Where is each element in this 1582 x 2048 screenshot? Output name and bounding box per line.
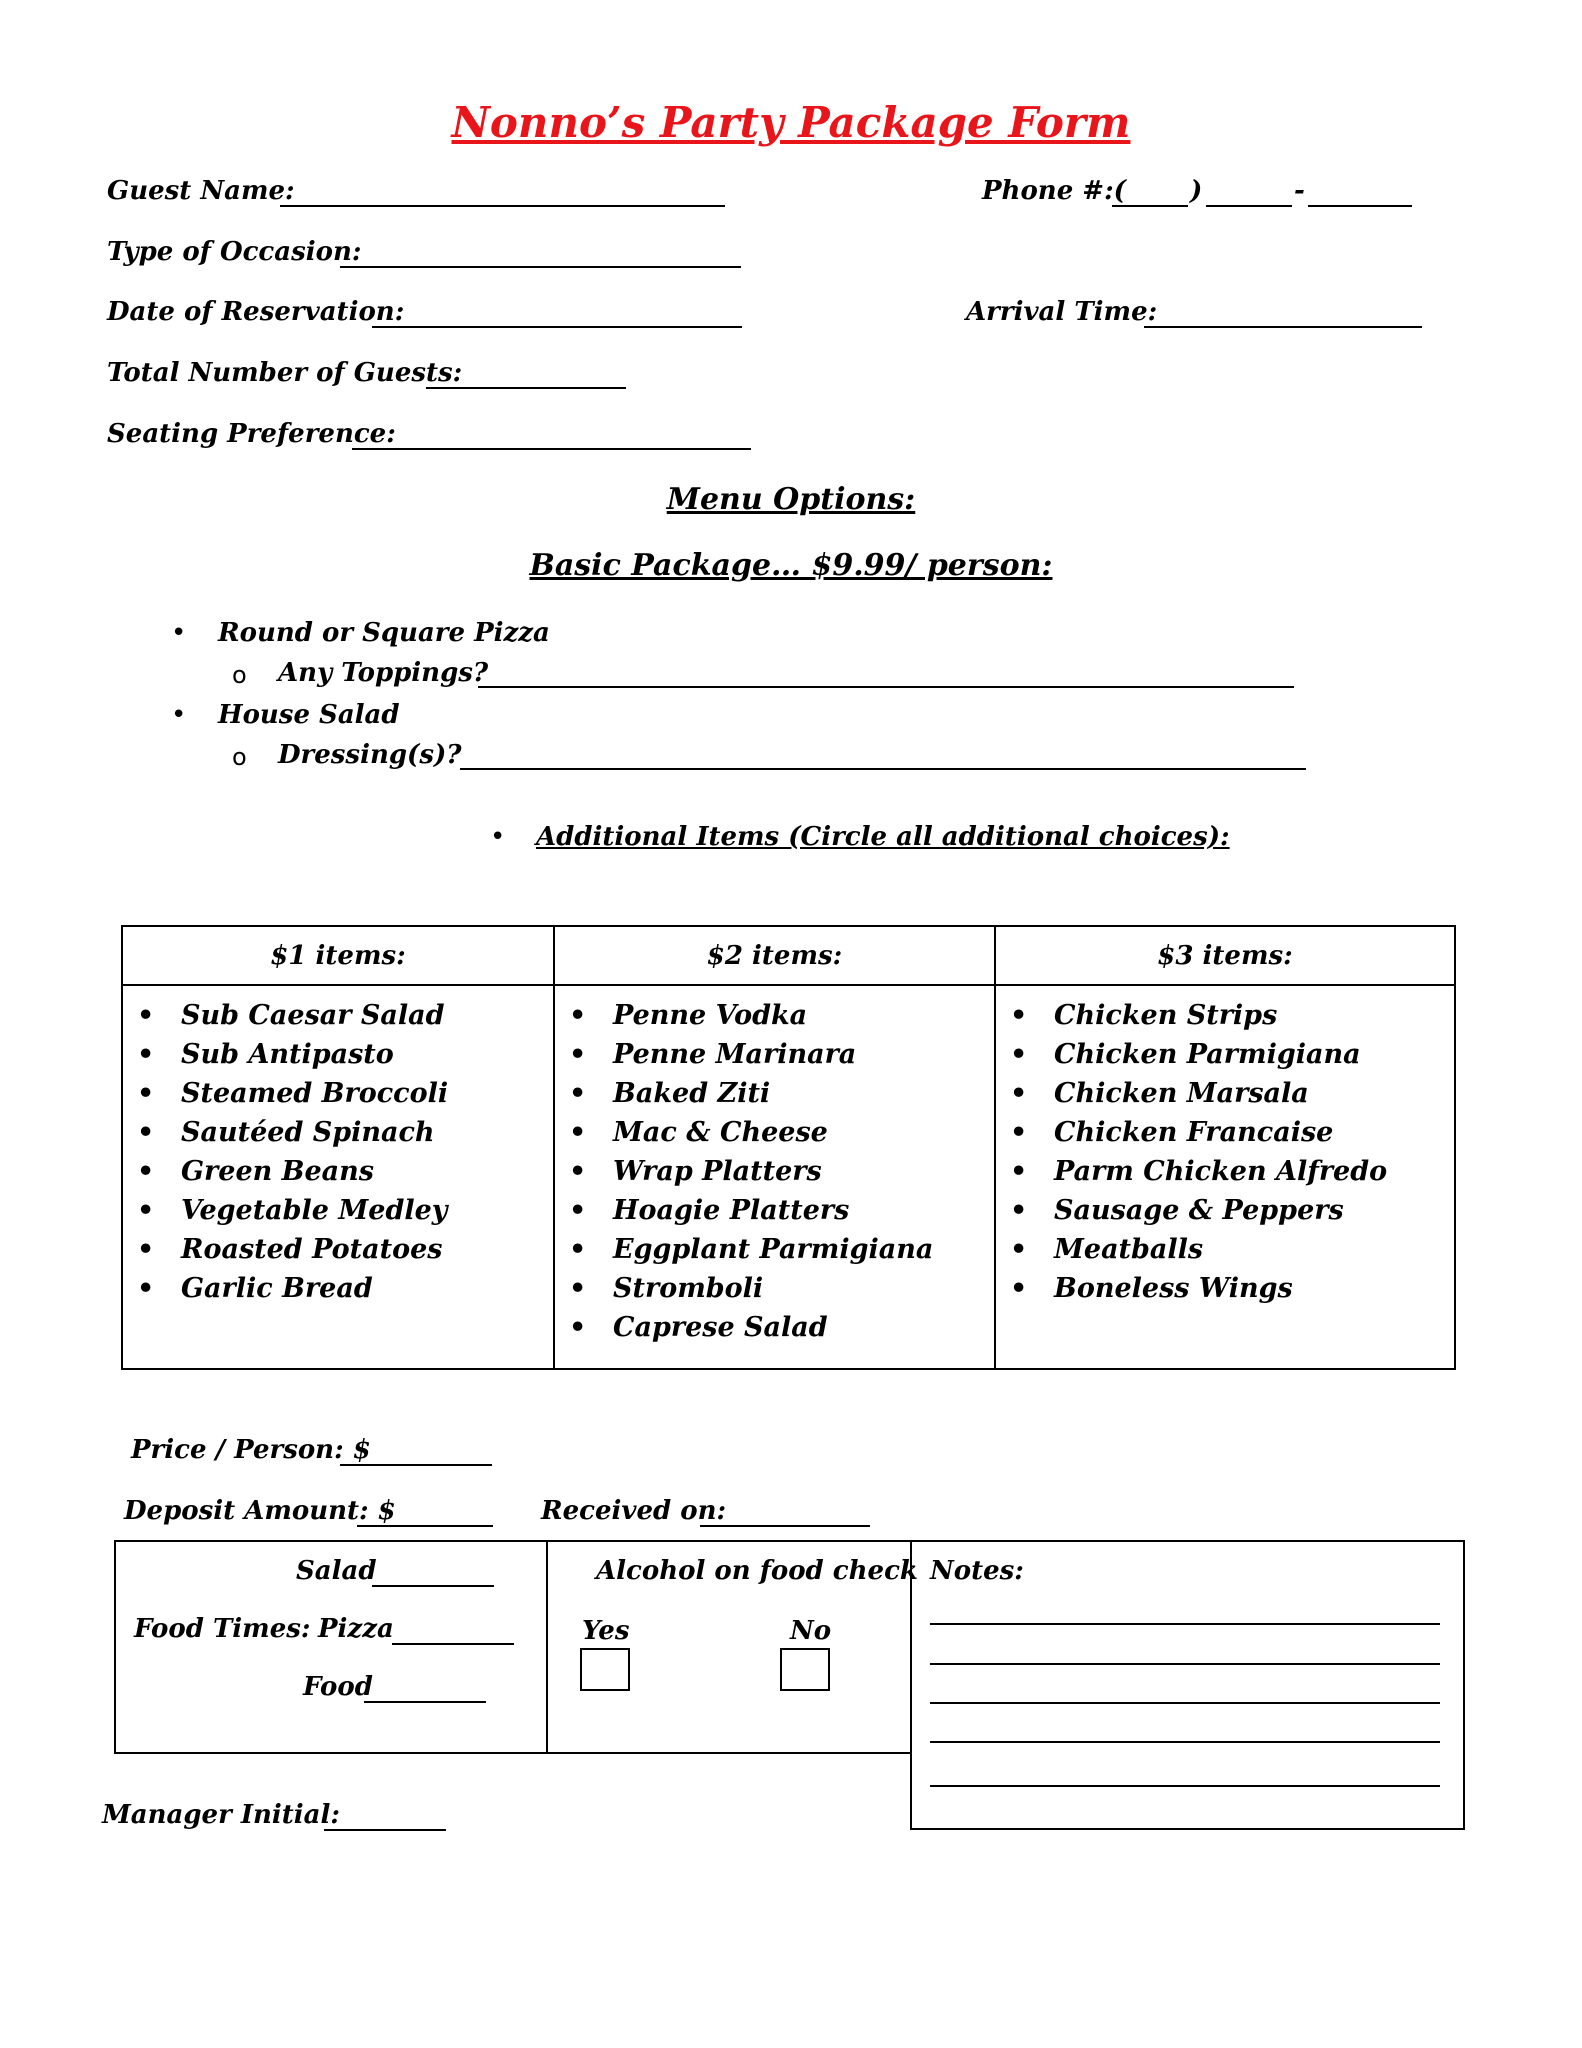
phone-dash: - — [1294, 176, 1305, 206]
pizza-time-label: Pizza — [318, 1614, 394, 1644]
manager-initial-field[interactable] — [324, 1829, 446, 1831]
menu-item[interactable]: • Chicken Marsala — [1054, 1074, 1454, 1113]
phone-paren-close: ) — [1190, 176, 1203, 206]
pizza-time-field[interactable] — [392, 1643, 514, 1645]
menu-item[interactable]: • Sausage & Peppers — [1054, 1191, 1454, 1230]
menu-item[interactable]: • Baked Ziti — [613, 1074, 994, 1113]
menu-item[interactable]: • Hoagie Platters — [613, 1191, 994, 1230]
menu-item[interactable]: • Sautéed Spinach — [181, 1113, 553, 1152]
bullet-icon: • — [171, 700, 187, 730]
notes-line[interactable] — [930, 1741, 1440, 1743]
menu-item[interactable]: • Stromboli — [613, 1269, 994, 1308]
reservation-date-label: Date of Reservation: — [107, 297, 405, 327]
menu-item[interactable]: • Chicken Parmigiana — [1054, 1035, 1454, 1074]
menu-options-heading: Menu Options: — [666, 482, 916, 517]
menu-item[interactable]: • Roasted Potatoes — [181, 1230, 553, 1269]
food-times-label: Food Times: — [134, 1614, 311, 1644]
menu-item[interactable]: • Green Beans — [181, 1152, 553, 1191]
notes-line[interactable] — [930, 1663, 1440, 1665]
notes-line[interactable] — [930, 1785, 1440, 1787]
phone-prefix-field[interactable] — [1206, 205, 1292, 207]
menu-item[interactable]: • Sub Caesar Salad — [181, 996, 553, 1035]
toppings-field[interactable] — [478, 686, 1294, 688]
alcohol-no-checkbox[interactable] — [780, 1648, 830, 1691]
received-on-field[interactable] — [700, 1525, 870, 1527]
one-dollar-column — [123, 927, 555, 1368]
column-header: $3 items: — [996, 927, 1454, 986]
received-on-label: Received on: — [541, 1496, 727, 1526]
basic-package-heading: Basic Package… $9.99/ person: — [529, 548, 1053, 583]
menu-item[interactable]: • Caprese Salad — [613, 1308, 994, 1347]
circle-bullet-icon: o — [232, 661, 247, 689]
price-per-person-field[interactable] — [340, 1464, 492, 1466]
guest-name-label: Guest Name: — [107, 176, 295, 206]
dressing-label: Dressing(s)? — [278, 740, 462, 770]
menu-item[interactable]: • Garlic Bread — [181, 1269, 553, 1308]
menu-item[interactable]: • Penne Marinara — [613, 1035, 994, 1074]
menu-item[interactable]: • Chicken Strips — [1054, 996, 1454, 1035]
three-dollar-column — [996, 927, 1454, 1368]
seating-field[interactable] — [352, 448, 751, 450]
column-header: $1 items: — [123, 927, 553, 986]
page-title: Nonno’s Party Package Form — [451, 98, 1131, 147]
bullet-icon: • — [171, 618, 187, 648]
menu-item[interactable]: • Meatballs — [1054, 1230, 1454, 1269]
two-dollar-column — [555, 927, 996, 1368]
deposit-amount-label: Deposit Amount: $ — [124, 1496, 396, 1526]
additional-items-table — [121, 925, 1456, 1370]
reservation-date-field[interactable] — [372, 326, 742, 328]
menu-item[interactable]: • Parm Chicken Alfredo — [1054, 1152, 1454, 1191]
menu-item[interactable]: • Vegetable Medley — [181, 1191, 553, 1230]
menu-item[interactable]: • Mac & Cheese — [613, 1113, 994, 1152]
menu-item[interactable]: • Penne Vodka — [613, 996, 994, 1035]
food-time-label: Food — [303, 1672, 373, 1702]
three-dollar-list — [996, 986, 1454, 1308]
menu-item[interactable]: • Sub Antipasto — [181, 1035, 553, 1074]
guests-count-label: Total Number of Guests: — [107, 358, 463, 388]
phone-area-code-field[interactable] — [1112, 205, 1188, 207]
one-dollar-list — [123, 986, 553, 1308]
menu-item[interactable]: • Wrap Platters — [613, 1152, 994, 1191]
two-dollar-list — [555, 986, 994, 1347]
menu-item[interactable]: • Chicken Francaise — [1054, 1113, 1454, 1152]
salad-time-field[interactable] — [372, 1585, 494, 1587]
manager-initial-label: Manager Initial: — [102, 1800, 340, 1830]
alcohol-no-label: No — [790, 1616, 832, 1646]
arrival-time-label: Arrival Time: — [966, 297, 1158, 327]
food-time-field[interactable] — [364, 1701, 486, 1703]
arrival-time-field[interactable] — [1144, 326, 1422, 328]
guests-count-field[interactable] — [426, 387, 626, 389]
circle-bullet-icon: o — [232, 743, 247, 771]
occasion-label: Type of Occasion: — [107, 237, 362, 267]
pizza-item: Round or Square Pizza — [218, 618, 550, 648]
toppings-label: Any Toppings? — [278, 658, 489, 688]
notes-label: Notes: — [930, 1556, 1024, 1586]
menu-item[interactable]: • Eggplant Parmigiana — [613, 1230, 994, 1269]
notes-line[interactable] — [930, 1623, 1440, 1625]
notes-line[interactable] — [930, 1702, 1440, 1704]
price-per-person-label: Price / Person: $ — [131, 1435, 371, 1465]
alcohol-yes-checkbox[interactable] — [580, 1648, 630, 1691]
additional-items-heading: Additional Items (Circle all additional choices): — [536, 822, 1230, 852]
guest-name-field[interactable] — [280, 205, 725, 207]
bullet-icon: • — [490, 822, 506, 852]
column-header: $2 items: — [555, 927, 994, 986]
seating-label: Seating Preference: — [107, 419, 396, 449]
alcohol-check-label: Alcohol on food check — [596, 1556, 918, 1586]
deposit-amount-field[interactable] — [357, 1525, 493, 1527]
dressing-field[interactable] — [460, 768, 1306, 770]
salad-item: House Salad — [218, 700, 400, 730]
occasion-field[interactable] — [340, 266, 741, 268]
phone-label: Phone #:( — [982, 176, 1126, 206]
salad-time-label: Salad — [296, 1556, 377, 1586]
phone-line-field[interactable] — [1308, 205, 1412, 207]
menu-item[interactable]: • Steamed Broccoli — [181, 1074, 553, 1113]
alcohol-yes-label: Yes — [582, 1616, 630, 1646]
menu-item[interactable]: • Boneless Wings — [1054, 1269, 1454, 1308]
